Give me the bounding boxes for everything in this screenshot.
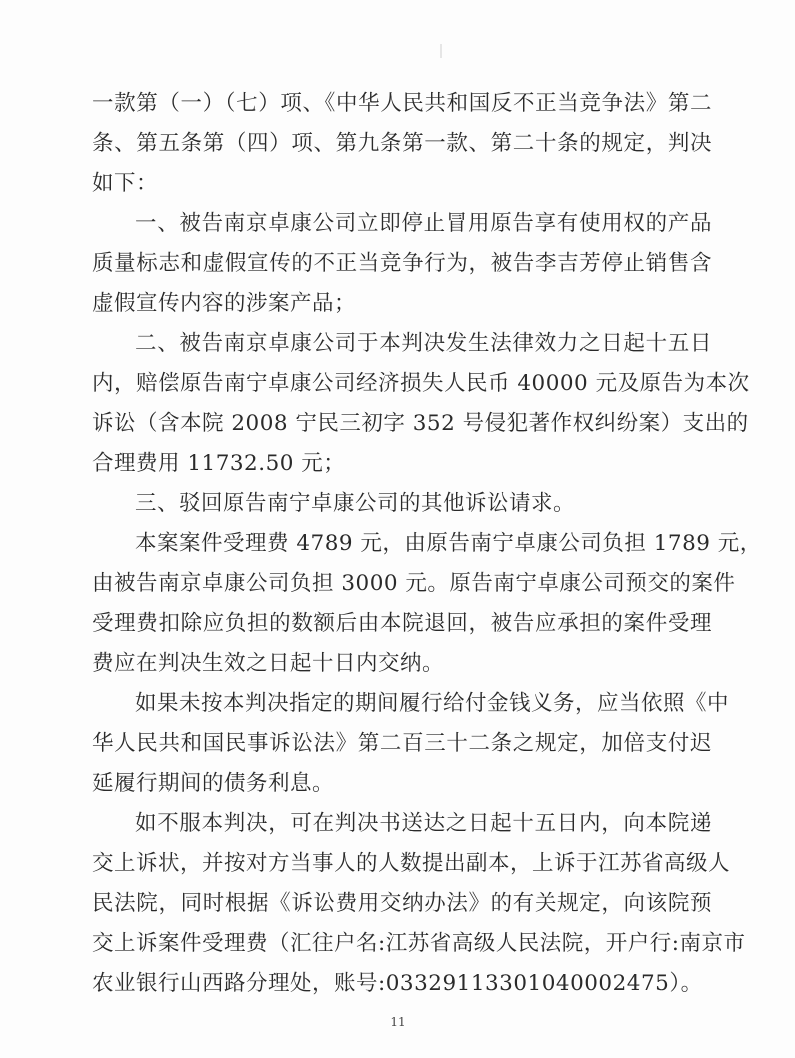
text-line: 条、第五条第（四）项、第九条第一款、第二十条的规定，判决 [92,131,712,156]
text-line: 虚假宣传内容的涉案产品； [92,291,357,316]
text-line: 交上诉状，并按对方当事人的人数提出副本，上诉于江苏省高级人 [92,851,731,876]
text-line: 本案案件受理费 4789 元，由原告南宁卓康公司负担 1789 元， [135,531,762,556]
text-line: 民法院，同时根据《诉讼费用交纳办法》的有关规定，向该院预 [92,891,712,916]
text-line: 内，赔偿原告南宁卓康公司经济损失人民币 40000 元及原告为本次 [92,371,750,396]
text-line: 费应在判决生效之日起十日内交纳。 [92,651,445,676]
text-line: 交上诉案件受理费（汇往户名:江苏省高级人民法院，开户行:南京市 [92,931,746,956]
text-line: 受理费扣除应负担的数额后由本院退回，被告应承担的案件受理 [92,611,712,636]
text-line: 一款第（一）（七）项、《中华人民共和国反不正当竞争法》第二 [92,91,712,116]
text-line: 由被告南京卓康公司负担 3000 元。原告南宁卓康公司预交的案件 [92,571,736,596]
text-line: 质量标志和虚假宣传的不正当竞争行为，被告李吉芳停止销售含 [92,251,712,276]
text-line: 华人民共和国民事诉讼法》第二百三十二条之规定，加倍支付迟 [92,731,712,756]
page-number: 11 [390,1015,406,1029]
text-line: 三、驳回原告南宁卓康公司的其他诉讼请求。 [135,491,576,516]
scan-artifact [440,44,442,58]
text-line: 如下： [92,171,159,196]
text-line: 合理费用 11732.50 元； [92,451,346,476]
text-line: 二、被告南京卓康公司于本判决发生法律效力之日起十五日 [135,331,712,356]
text-line: 延履行期间的债务利息。 [92,771,335,796]
text-line: 农业银行山西路分理处，账号:03329113301040002475）。 [92,971,703,996]
text-line: 如不服本判决，可在判决书送达之日起十五日内，向本院递 [135,811,712,836]
text-line: 如果未按本判决指定的期间履行给付金钱义务，应当依照《中 [135,691,730,716]
text-line: 一、被告南京卓康公司立即停止冒用原告享有使用权的产品 [135,211,712,236]
text-line: 诉讼（含本院 2008 宁民三初字 352 号侵犯著作权纠纷案）支出的 [92,411,749,436]
